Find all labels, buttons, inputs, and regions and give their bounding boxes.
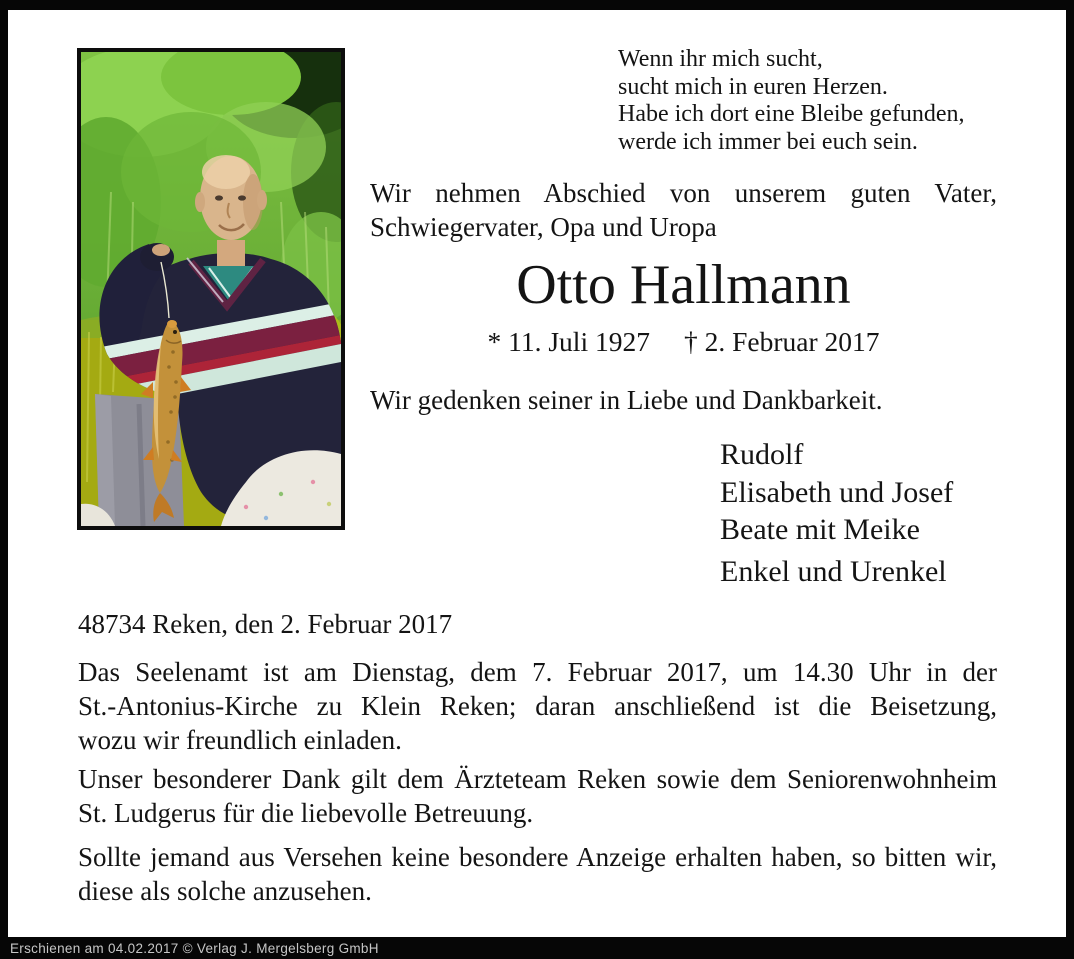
epigraph-line: werde ich immer bei euch sein. — [618, 128, 918, 155]
obituary-card — [8, 10, 1066, 937]
epigraph-line: Wenn ihr mich sucht, — [618, 46, 823, 72]
thanks-line: Unser besonderer Dank gilt dem Ärzteteam Reken sowie dem Seniorenwohnheim — [78, 764, 997, 794]
place-date-line: 48734 Reken, den 2. Februar 2017 — [78, 609, 453, 639]
mourner: Rudolf — [720, 438, 804, 471]
memorial-photo — [77, 48, 345, 530]
publisher-imprint: Erschienen am 04.02.2017 © Verlag J. Mergelsberg GmbH — [10, 941, 379, 956]
birth-date: * 11. Juli 1927 — [487, 326, 650, 357]
service-paragraph — [78, 655, 997, 757]
intro-line: Wir nehmen Abschied von unserem guten Vater, — [370, 178, 997, 208]
notice-line: diese als solche anzusehen. — [78, 876, 372, 906]
epigraph — [618, 46, 965, 156]
intro-paragraph — [370, 177, 997, 244]
man-with-caught-fish-illustration — [81, 52, 341, 526]
death-date: † 2. Februar 2017 — [683, 326, 880, 357]
notice-paragraph — [78, 840, 997, 908]
life-dates — [370, 326, 997, 358]
deceased-name: Otto Hallmann — [516, 254, 851, 316]
service-line: Das Seelenamt ist am Dienstag, dem 7. Februar 2017, um 14.30 Uhr in der — [78, 657, 997, 687]
remembrance-line: Wir gedenken seiner in Liebe und Dankbarkeit. — [370, 385, 883, 415]
mourner: Elisabeth und Josef — [720, 475, 954, 509]
epigraph-line: sucht mich in euren Herzen. — [618, 73, 888, 100]
thanks-paragraph — [78, 762, 997, 830]
mourner: Enkel und Urenkel — [720, 554, 947, 588]
notice-line: Sollte jemand aus Versehen keine besondere Anzeige erhalten haben, so bitten wir, — [78, 842, 997, 872]
service-line: St.-Antonius-Kirche zu Klein Reken; daran anschließend ist die Beisetzung, — [78, 691, 997, 721]
mourners-list — [720, 436, 953, 590]
thanks-line: St. Ludgerus für die liebevolle Betreuung. — [78, 798, 534, 828]
mourner: Beate mit Meike — [720, 513, 920, 546]
intro-line: Schwiegervater, Opa und Uropa — [370, 211, 717, 242]
service-line: wozu wir freundlich einladen. — [78, 725, 402, 755]
epigraph-line: Habe ich dort eine Bleibe gefunden, — [618, 101, 965, 127]
